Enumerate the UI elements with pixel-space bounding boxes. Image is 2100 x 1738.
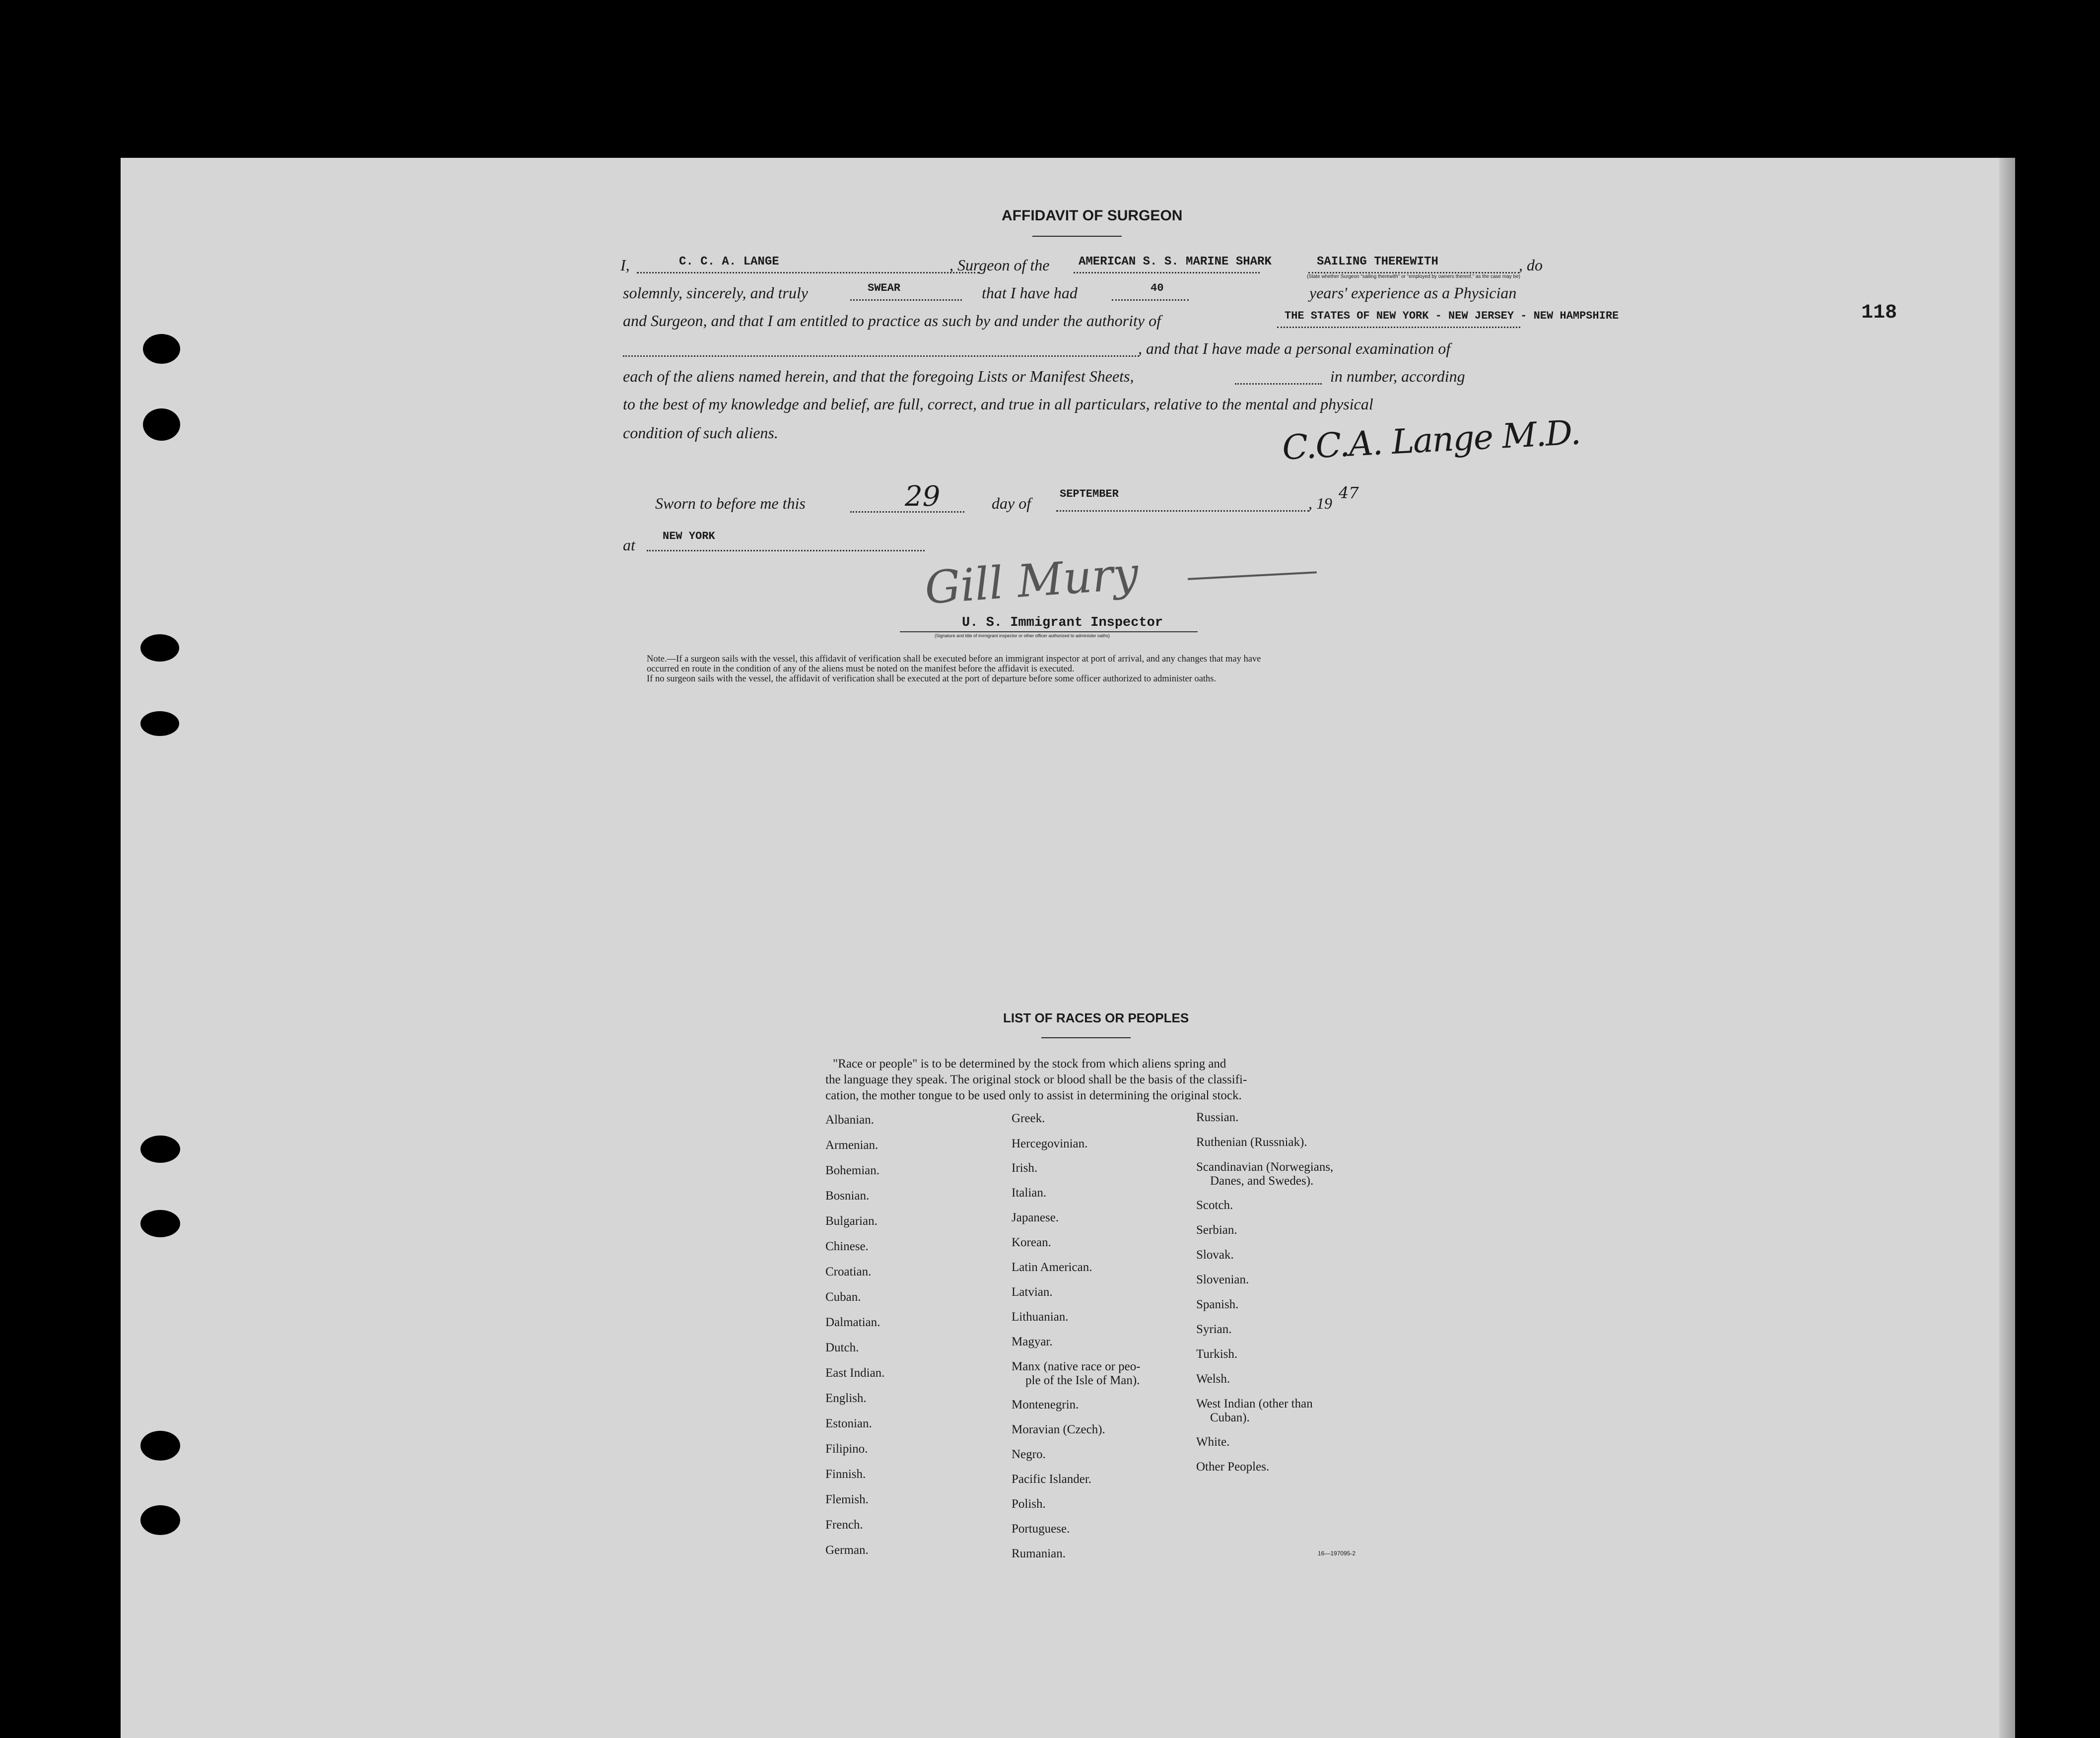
race-item: English.	[825, 1392, 867, 1405]
race-item: Flemish.	[825, 1493, 869, 1506]
race-item: Serbian.	[1196, 1223, 1237, 1237]
vessel-name-line	[1074, 272, 1260, 273]
punch-hole	[143, 408, 180, 441]
sailing-note: (State whether Surgeon "sailing therewith" or "employed by owners thereof," as the case may be)	[1307, 274, 1520, 279]
race-item: Cuban).	[1210, 1411, 1250, 1424]
document-sheet	[121, 158, 2015, 1738]
sworn-year: 47	[1339, 483, 1359, 502]
sworn-day: 29	[905, 480, 941, 513]
authority-line	[1277, 327, 1520, 328]
sworn-year-prefix: , 19	[1308, 494, 1332, 512]
surgeon-name-line	[637, 272, 979, 273]
day-line	[850, 511, 964, 513]
race-item: Welsh.	[1196, 1372, 1230, 1386]
authority-continuation-line	[623, 355, 1139, 357]
race-item: German.	[825, 1543, 869, 1557]
title-underline	[1032, 236, 1122, 237]
race-item: Portuguese.	[1012, 1522, 1070, 1536]
month-line	[1056, 510, 1309, 512]
race-item: East Indian.	[825, 1366, 885, 1380]
race-item: Irish.	[1012, 1161, 1038, 1175]
sailing-status: SAILING THEREWITH	[1317, 255, 1438, 268]
surgeon-name: C. C. A. LANGE	[679, 255, 779, 268]
punch-hole	[140, 1136, 180, 1163]
race-item: Turkish.	[1196, 1347, 1238, 1361]
race-item: Moravian (Czech).	[1012, 1423, 1105, 1436]
inspector-note: (Signature and title of immigrant inspector or other officer authorized to administer oaths)	[935, 633, 1110, 638]
race-item: Bosnian.	[825, 1189, 870, 1203]
race-item: Scandinavian (Norwegians,	[1196, 1160, 1334, 1174]
race-item: Japanese.	[1012, 1211, 1059, 1224]
line5-prefix: each of the aliens named herein, and that the foregoing Lists or Manifest Sheets,	[623, 367, 1134, 385]
at-place: NEW YORK	[663, 530, 715, 542]
races-intro-3: cation, the mother tongue to be used only to assist in determining the original stock.	[825, 1089, 1242, 1102]
race-item: Manx (native race or peo-	[1012, 1360, 1141, 1373]
line2-prefix: solemnly, sincerely, and truly	[623, 284, 808, 302]
punch-hole	[140, 1505, 180, 1535]
race-item: Syrian.	[1196, 1323, 1232, 1336]
inspector-signature: Gill Mury	[923, 547, 1140, 614]
race-item: Bulgarian.	[825, 1214, 878, 1228]
surgeon-of-label: , Surgeon of the	[949, 256, 1050, 274]
race-item: Magyar.	[1012, 1335, 1053, 1348]
line1-suffix: , do	[1519, 256, 1543, 274]
race-item: White.	[1196, 1435, 1230, 1449]
races-title-underline	[1041, 1037, 1131, 1038]
race-item: Dutch.	[825, 1341, 859, 1354]
race-item: Chinese.	[825, 1240, 869, 1253]
race-item: Finnish.	[825, 1468, 866, 1481]
years-line	[1112, 299, 1189, 301]
race-item: Polish.	[1012, 1497, 1046, 1511]
race-item: Other Peoples.	[1196, 1460, 1270, 1473]
race-item: French.	[825, 1518, 863, 1532]
line3-prefix: and Surgeon, and that I am entitled to practice as such by and under the authority of	[623, 312, 1161, 330]
years-value: 40	[1151, 282, 1164, 294]
line7: condition of such aliens.	[623, 424, 778, 442]
race-item: Bohemian.	[825, 1164, 880, 1177]
note-line-3: If no surgeon sails with the vessel, the affidavit of verification shall be executed at the port of departure before some officer authorized to administer oaths.	[647, 674, 1217, 684]
sheets-count-line	[1235, 383, 1322, 385]
inspector-title: U. S. Immigrant Inspector	[962, 615, 1163, 630]
race-item: Latvian.	[1012, 1285, 1053, 1299]
punch-hole	[140, 634, 179, 662]
vessel-name: AMERICAN S. S. MARINE SHARK	[1079, 255, 1272, 268]
races-title: LIST OF RACES OR PEOPLES	[1003, 1010, 1189, 1025]
race-item: Latin American.	[1012, 1261, 1092, 1274]
races-intro-2: the language they speak. The original stock or blood shall be the basis of the classifi-	[825, 1073, 1247, 1086]
race-item: Hercegovinian.	[1012, 1137, 1088, 1150]
sailing-status-line	[1308, 272, 1519, 273]
line1-prefix: I,	[620, 256, 630, 274]
race-item: Russian.	[1196, 1111, 1239, 1124]
line5-suffix: in number, according	[1330, 367, 1465, 385]
race-item: Danes, and Swedes).	[1210, 1174, 1314, 1188]
right-edge-shadow	[1999, 158, 2015, 1738]
sworn-month: SEPTEMBER	[1060, 488, 1119, 500]
page-number: 118	[1861, 302, 1897, 324]
swear-value: SWEAR	[868, 282, 901, 294]
at-prefix: at	[623, 536, 635, 554]
race-item: Cuban.	[825, 1290, 861, 1304]
punch-hole	[140, 711, 179, 736]
race-item: Croatian.	[825, 1265, 872, 1278]
signature-flourish	[1188, 571, 1317, 580]
race-item: Korean.	[1012, 1236, 1051, 1249]
place-line	[647, 550, 925, 551]
form-number: 16—197095-2	[1318, 1550, 1356, 1557]
punch-hole	[140, 1210, 180, 1237]
note-line-1: Note.—If a surgeon sails with the vessel, this affidavit of verification shall be executed before an immigrant inspector at port of arrival, and any changes that may have	[647, 654, 1261, 664]
race-item: Armenian.	[825, 1138, 879, 1152]
race-item: Negro.	[1012, 1448, 1046, 1461]
race-item: Slovak.	[1196, 1248, 1234, 1262]
race-item: ple of the Isle of Man).	[1025, 1374, 1140, 1387]
affidavit-title: AFFIDAVIT OF SURGEON	[1002, 207, 1183, 224]
race-item: Rumanian.	[1012, 1547, 1066, 1560]
punch-hole	[140, 1431, 180, 1461]
sworn-day-of: day of	[992, 494, 1031, 512]
race-item: Pacific Islander.	[1012, 1472, 1092, 1486]
swear-line	[850, 299, 962, 301]
race-item: West Indian (other than	[1196, 1397, 1313, 1410]
line2-mid: that I have had	[982, 284, 1078, 302]
affidavit-line-1	[620, 256, 630, 274]
line2-suffix: years' experience as a Physician	[1309, 284, 1517, 302]
race-item: Montenegrin.	[1012, 1398, 1079, 1411]
punch-hole	[143, 334, 180, 364]
race-item: Greek.	[1012, 1112, 1045, 1125]
authority-value: THE STATES OF NEW YORK - NEW JERSEY - NEW HAMPSHIRE	[1285, 310, 1619, 322]
race-item: Ruthenian (Russniak).	[1196, 1136, 1307, 1149]
surgeon-signature: C.C.A. Lange M.D.	[1281, 413, 1581, 468]
inspector-title-line	[900, 631, 1198, 632]
race-item: Spanish.	[1196, 1298, 1239, 1311]
race-item: Filipino.	[825, 1442, 868, 1456]
races-intro-1: "Race or people" is to be determined by the stock from which aliens spring and	[833, 1057, 1226, 1070]
line6: to the best of my knowledge and belief, are full, correct, and true in all particulars, relative to the mental and physical	[623, 395, 1373, 413]
race-item: Slovenian.	[1196, 1273, 1249, 1286]
race-item: Italian.	[1012, 1186, 1047, 1200]
line4: , and that I have made a personal examination of	[1138, 339, 1451, 357]
race-item: Albanian.	[825, 1113, 874, 1127]
race-item: Scotch.	[1196, 1199, 1233, 1212]
sworn-prefix: Sworn to before me this	[655, 494, 806, 512]
note-line-2: occurred en route in the condition of any of the aliens must be noted on the manifest before the affidavit is executed.	[647, 664, 1075, 674]
race-item: Dalmatian.	[825, 1316, 881, 1329]
race-item: Lithuanian.	[1012, 1310, 1069, 1324]
race-item: Estonian.	[825, 1417, 872, 1430]
